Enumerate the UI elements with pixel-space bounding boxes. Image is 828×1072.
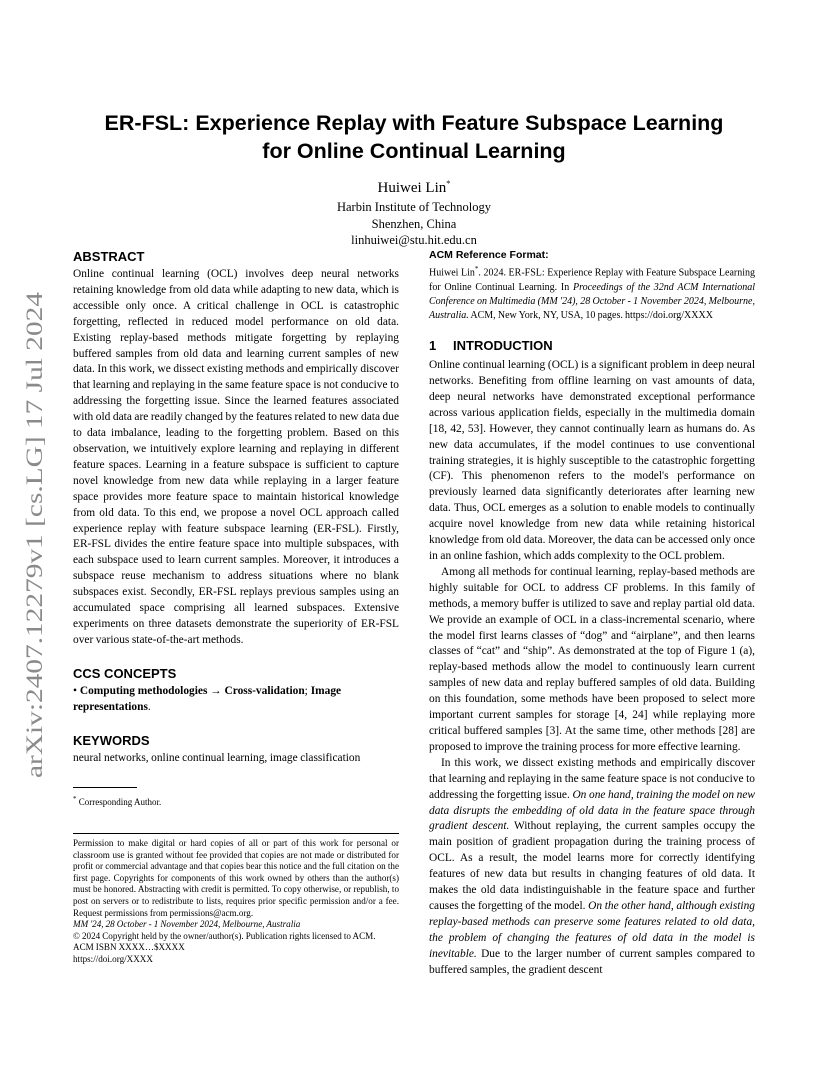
acm-ref-author: Huiwei Lin [429,267,475,279]
author-footnote-mark: * [446,178,451,188]
ccs-separator: ; [304,684,308,697]
abstract-text: Online continual learning (OCL) involves deep neural networks retaining knowledge from old data while adapting to new data, which is accessible only once. A critical challenge in OCL is catastrophic forgetting, reflected in reduced model performance on old data. Existing replay-based methods mitigate forgetting by replaying buffered samples from old data and learning current samples of new data. In this work, we dissect existing methods and empirically discover that learning and replaying in the same feature space is not conducive to addressing the forgetting issue. Since the learned features associated with old data are readily changed by the features related to new data due to data imbalance, leading to the forgetting problem. Based on this observation, we intuitively explore learning and replaying in different feature spaces. Learning in a feature subspace is sufficient to capture novel knowledge from new data while replaying in a larger feature space provides more feature space to maintain historical knowledge from old data. To this end, we propose a novel OCL approach called experience replay with feature subspace learning (ER-FSL). Firstly, ER-FSL divides the entire feature space into multiple subspaces, with each subspace used to learn current samples. Moreover, it introduces a subspace reuse mechanism to address situations where no blank subspaces exist. Secondly, ER-FSL replays previous samples using an accumulated space comprising all learned subspaces. Extensive experiments on three datasets demonstrate the superiority of ER-FSL over various state-of-the-art methods. [73,268,399,646]
intro-p3-part-e: Due to the larger number of current samples compared to buffered samples, the gradient descent [429,947,755,976]
arxiv-identifier-text: arXiv:2407.12279v1 [cs.LG] 17 Jul 2024 [22,397,47,778]
intro-paragraph-1: Online continual learning (OCL) is a significant problem in deep neural networks. Benefiting from offline learning on vast amounts of data, deep neural networks have demonstrated exceptional performance across various application fields, especially in the multimedia domain [18, 42, 53]. However, they cannot continually learn as humans do. As new data accumulates, if the model continues to use conventional training strategies, it is highly susceptible to the catastrophic forgetting (CF). This phenomenon refers to the model's performance on previously learned data significantly deteriorates after learning new data. Thus, OCL emerges as a solution to enable models to continually acquire novel knowledge from new data while retaining historical knowledge from old data. Moreover, the data can be accessed only once in an online fashion, which adds complexity to the OCL problem. [429,359,755,563]
left-column [73,248,399,766]
keywords-heading: KEYWORDS [73,732,150,748]
acm-ref-title: . 2024. ER-FSL: Experience Replay with Feature Subspace Learning for Online Continual Learning. In [429,267,756,293]
footnote-mark: * [73,795,77,803]
author-location: Shenzhen, China [371,216,457,231]
title-line-2: for Online Continual Learning [262,139,566,163]
ccs-concepts-text [73,684,399,716]
ccs-item-computing-methodologies: Computing methodologies [79,684,208,697]
footnote-rule [73,787,137,788]
ccs-end: . [147,700,151,713]
ccs-heading: CCS CONCEPTS [73,665,177,681]
introduction-title: INTRODUCTION [453,338,553,354]
acm-ref-proceedings: Proceedings of the 32nd ACM International Conference on Multimedia (MM '24), 28 October - 1 November 2024, Melbourne, Australia. [429,281,755,321]
intro-paragraph-2: Among all methods for continual learning, replay-based methods are highly suitable for OCL to address CF problems. In this family of methods, a memory buffer is utilized to save and replay partial old data. We provide an example of OCL in a class-incremental scenario, where the model first learns classes of “dog” and “airplane”, and then learns classes of “cat” and “ship”. As demonstrated at the top of Figure 1 (a), replay-based methods allow the model to continuously learn current samples of new data and replay buffered samples of old data. Building on this foundation, some methods have been proposed to select more important current samples for storage [4, 24] while replaying more critical buffered samples [3]. At the same time, other methods [28] are proposed to improve the training process for more effective learning. [429,565,755,753]
permission-block [73,838,399,966]
author-name: Huiwei Lin [377,180,447,196]
permission-doi: https://doi.org/XXXX [73,953,153,964]
intro-p3-part-c: Without replaying, the current samples occupy the main position of gradient propagation during the training process of OCL. As a result, the model learns more for correctly identifying features of new data but results in changing features of old data. It makes the old data indistinguishable in the feature space and further causes the forgetting of the model. [429,820,755,912]
intro-paragraph-3 [429,756,755,979]
ccs-item-cross-validation: Cross-validation [224,684,305,697]
permission-rule [73,833,399,834]
author-name-line [160,174,668,198]
author-email: linhuiwei@stu.hit.edu.cn [351,233,477,247]
intro-p3-emphasis-1: On one hand, training the model on new data disrupts the embedding of old data in the feature space through gradient descent. [429,788,755,833]
acm-ref-author-mark: * [474,265,479,273]
footnote-text: Corresponding Author. [78,797,162,807]
permission-text: Permission to make digital or hard copies of all or part of this work for personal or classroom use is granted without fee provided that copies are not made or distributed for profit or commercial advantage and that copies bear this notice and the full citation on the first page. Copyrights for components of this work owned by others than the author(s) must be honored. Abstracting with credit is permitted. To copy otherwise, or republish, to post on servers or to redistribute to lists, requires prior specific permission and/or a fee. Request permissions from permissions@acm.org. [73,838,399,918]
author-affiliation: Harbin Institute of Technology [336,200,492,214]
ccs-bullet: • [73,684,77,697]
conference-line: MM '24, 28 October - 1 November 2024, Melbourne, Australia [73,919,301,930]
arxiv-identifier-stamp [8,290,54,780]
permission-isbn: ACM ISBN XXXX…$XXXX [73,942,185,953]
permission-conference [73,919,399,931]
intro-p3-part-a: In this work, we dissect existing methods and empirically discover that learning and replaying in the same feature space is not conducive to addressing the forgetting issue. [429,756,755,801]
ccs-item-image-representations: Image representations [73,684,342,713]
corresponding-author-footnote [73,793,399,808]
section-number: 1 [429,338,437,354]
title-line-1: ER-FSL: Experience Replay with Feature Subspace Learning [104,111,724,135]
keywords-text: neural networks, online continual learning, image classification [73,751,361,764]
paper-title [60,109,768,165]
author-block [160,174,668,249]
intro-p3-emphasis-2: On the other hand, although existing replay-based methods can preserve some features related to old data, the problem of changing the features of old data in the model is inevitable. [429,899,755,960]
acm-ref-publisher: ACM, New York, NY, USA, 10 pages. https://doi.org/XXXX [468,309,713,321]
permission-copyright: © 2024 Copyright held by the owner/author(s). Publication rights licensed to ACM. [73,930,376,941]
right-column [429,248,755,978]
acm-reference-heading: ACM Reference Format: [429,249,549,261]
introduction-heading [429,337,755,354]
ccs-arrow: → [210,684,222,697]
acm-reference-text [429,262,755,323]
abstract-heading: ABSTRACT [73,249,145,264]
